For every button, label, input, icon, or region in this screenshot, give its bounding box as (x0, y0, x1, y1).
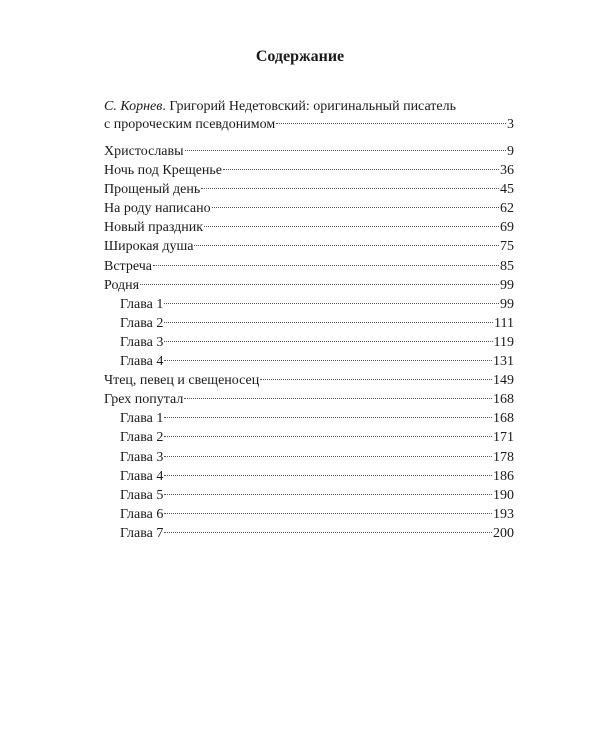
toc-entry-label: Новый праздник (104, 220, 204, 236)
toc-entry-label: Глава 3 (120, 449, 164, 465)
toc-intro-entry (104, 98, 514, 134)
toc-entry (104, 199, 514, 218)
toc-entry-label: Глава 5 (120, 487, 164, 503)
toc-entry (104, 295, 514, 314)
toc-entry-page-number: 69 (500, 220, 514, 236)
toc-entry-label: Широкая душа (104, 239, 194, 255)
toc-entry-page-number: 62 (500, 201, 514, 217)
toc-entry (104, 524, 514, 543)
dot-leader (164, 456, 492, 457)
toc-entry-page-number: 171 (493, 430, 514, 446)
toc-entry (104, 333, 514, 352)
toc-entry (104, 390, 514, 409)
toc-entry (104, 505, 514, 524)
toc-entry-page-number: 111 (494, 315, 514, 331)
toc-entry-label: Глава 4 (120, 354, 164, 370)
toc-entry (104, 218, 514, 237)
toc-entry-page-number: 99 (500, 277, 514, 293)
table-of-contents (104, 98, 514, 543)
dot-leader (153, 265, 499, 266)
intro-line-2 (104, 116, 514, 134)
dot-leader (194, 245, 499, 246)
toc-entry-label: Глава 2 (120, 315, 164, 331)
dot-leader (164, 322, 493, 323)
intro-title-line1: Григорий Недетовский: оригинальный писатель (169, 99, 456, 114)
toc-entry-label: Прощеный день (104, 182, 201, 198)
toc-entry (104, 180, 514, 199)
toc-entry-page-number: 193 (493, 506, 514, 522)
toc-entry (104, 371, 514, 390)
toc-entry-label: Чтец, певец и свещеносец (104, 373, 260, 389)
dot-leader (164, 475, 492, 476)
dot-leader (164, 532, 492, 533)
toc-entry-page-number: 178 (493, 449, 514, 465)
toc-entry (104, 276, 514, 295)
intro-page-number: 3 (507, 117, 514, 132)
page-title: Содержание (255, 48, 345, 65)
toc-entry-label: Глава 4 (120, 468, 164, 484)
toc-entry (104, 486, 514, 505)
toc-entry (104, 467, 514, 486)
toc-entry (104, 314, 514, 333)
toc-entry (104, 257, 514, 276)
toc-entry-page-number: 9 (507, 144, 514, 159)
intro-author: С. Корнев (104, 99, 163, 114)
toc-entry (104, 142, 514, 161)
toc-entry (104, 237, 514, 256)
dot-leader (201, 188, 499, 189)
dot-leader (204, 226, 499, 227)
toc-entry (104, 448, 514, 467)
toc-entry-page-number: 168 (493, 411, 514, 427)
toc-entry-label: На роду написано (104, 201, 211, 217)
dot-leader (164, 513, 492, 514)
toc-entry-label: Христославы (104, 144, 184, 159)
dot-leader (140, 284, 499, 285)
toc-entry (104, 352, 514, 371)
toc-entry-page-number: 149 (493, 373, 514, 389)
toc-entry-page-number: 168 (493, 392, 514, 408)
toc-entry-page-number: 131 (493, 354, 514, 370)
toc-entry-page-number: 119 (493, 334, 514, 350)
dot-leader (276, 123, 506, 124)
toc-entries (104, 142, 514, 543)
dot-leader (164, 360, 492, 361)
toc-entry-page-number: 75 (500, 239, 514, 255)
intro-title-line2: с пророческим псевдонимом (104, 117, 276, 132)
dot-leader (164, 494, 492, 495)
toc-entry (104, 409, 514, 428)
toc-entry-page-number: 186 (493, 468, 514, 484)
toc-entry (104, 161, 514, 180)
dot-leader (164, 436, 492, 437)
toc-entry-label: Глава 3 (120, 334, 164, 350)
dot-leader (223, 169, 499, 170)
toc-entry-label: Глава 2 (120, 430, 164, 446)
toc-entry-page-number: 99 (500, 296, 514, 312)
toc-entry-page-number: 85 (500, 258, 514, 274)
toc-entry (104, 428, 514, 447)
dot-leader (184, 398, 492, 399)
dot-leader (164, 341, 492, 342)
intro-line-1: С. Корнев. Григорий Недетовский: оригинальный писатель (104, 99, 456, 114)
toc-entry-label: Глава 6 (120, 506, 164, 522)
toc-entry-page-number: 36 (500, 163, 514, 179)
dot-leader (212, 207, 499, 208)
toc-entry-label: Глава 1 (120, 411, 164, 427)
dot-leader (260, 379, 492, 380)
toc-entry-page-number: 200 (493, 525, 514, 541)
toc-entry-page-number: 45 (500, 182, 514, 198)
dot-leader (164, 303, 499, 304)
toc-entry-label: Глава 1 (120, 296, 164, 312)
toc-entry-label: Ночь под Крещенье (104, 163, 223, 179)
toc-entry-label: Глава 7 (120, 525, 164, 541)
toc-entry-page-number: 190 (493, 487, 514, 503)
toc-entry-label: Родня (104, 277, 140, 293)
dot-leader (185, 150, 506, 151)
toc-entry-label: Грех попутал (104, 392, 184, 408)
dot-leader (164, 417, 492, 418)
toc-entry-label: Встреча (104, 258, 152, 274)
